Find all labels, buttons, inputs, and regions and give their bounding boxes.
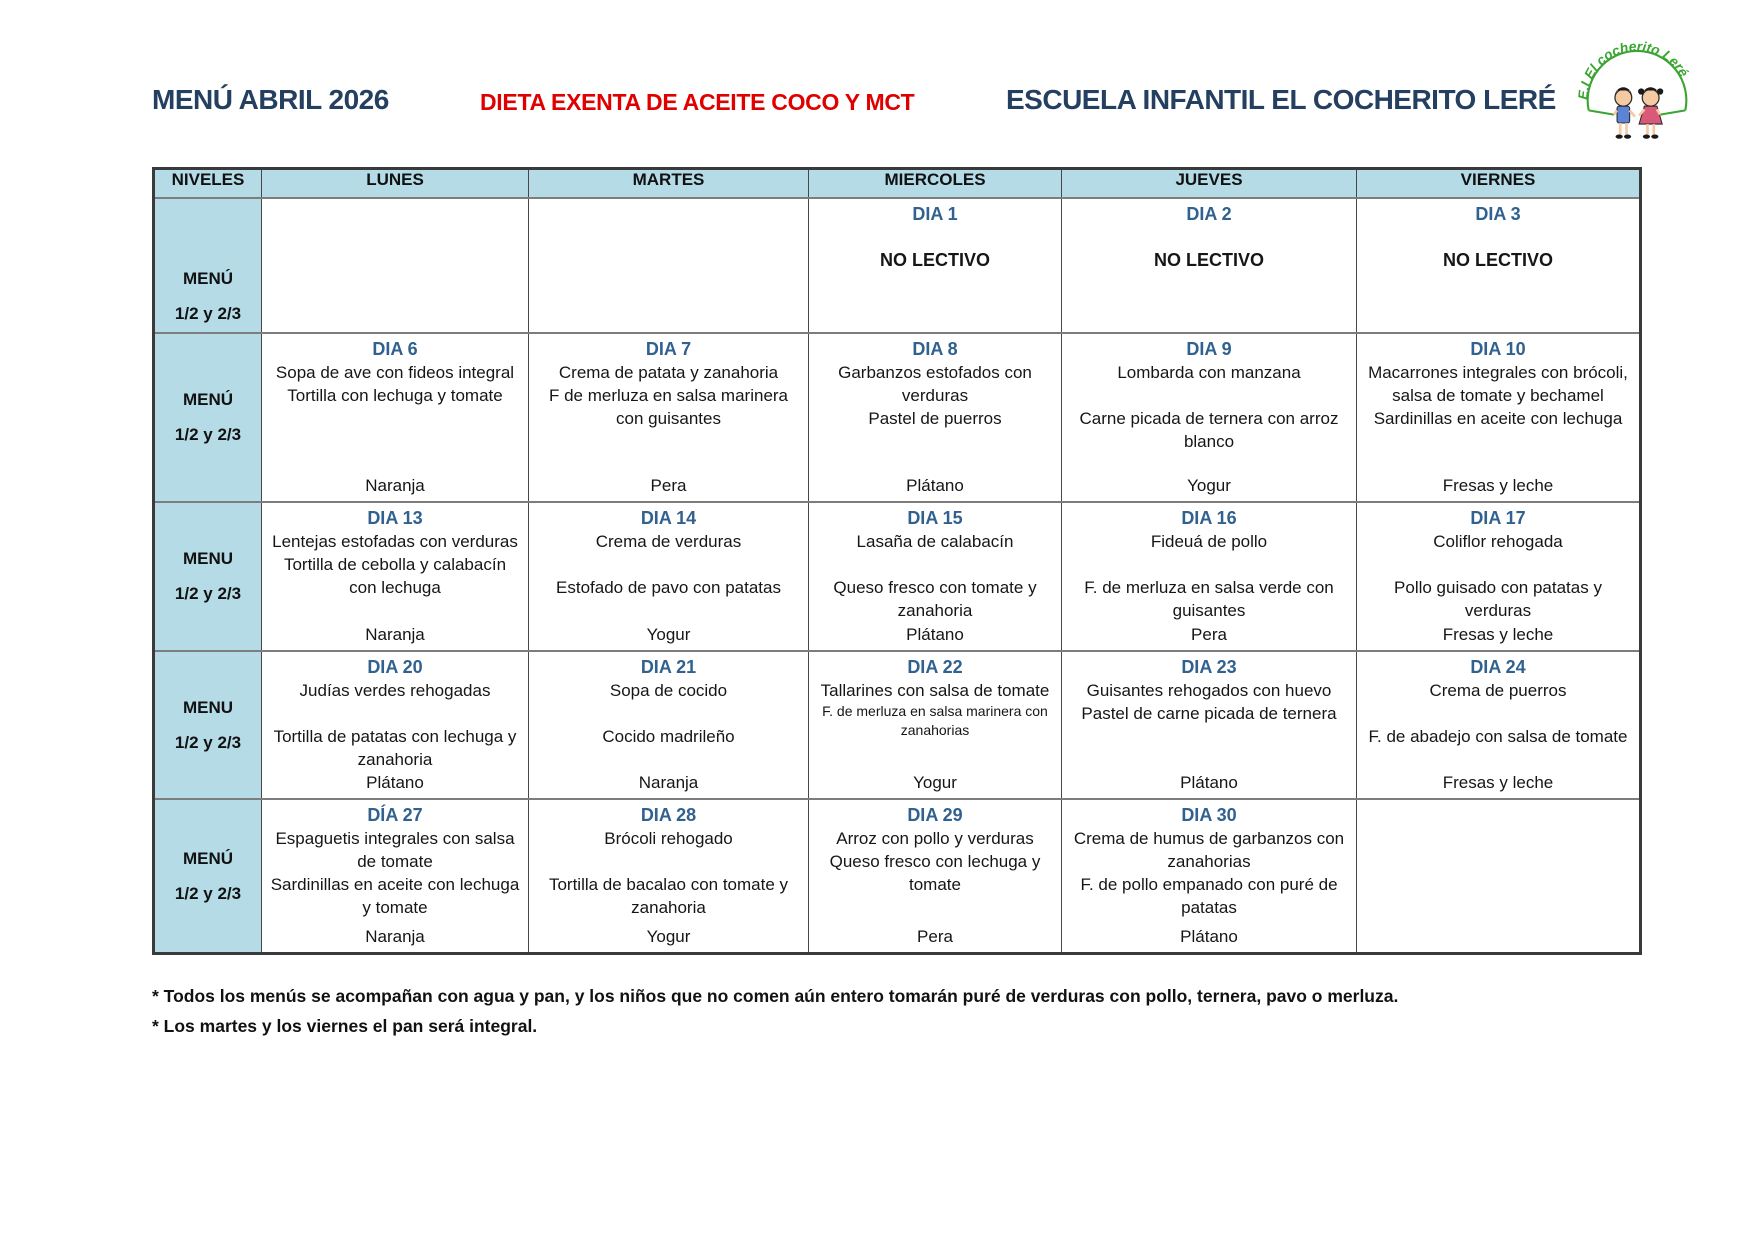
- dessert-item: Yogur: [1187, 476, 1231, 495]
- menu-item: NO LECTIVO: [1153, 250, 1264, 270]
- menu-day-cell: [809, 502, 1062, 651]
- menu-day-cell: [1357, 333, 1641, 502]
- dessert-item: Fresas y leche: [1442, 625, 1554, 644]
- menu-item: Lentejas estofadas con verduras: [272, 532, 518, 551]
- menu-item: F. de abadejo con salsa de tomate: [1368, 727, 1628, 746]
- menu-day-cell: [809, 333, 1062, 502]
- dessert-item: Naranja: [365, 625, 425, 644]
- column-header-jueves: JUEVES: [1062, 169, 1357, 199]
- menu-item: Crema de puerros: [1429, 681, 1567, 700]
- menu-day-cell: [262, 799, 529, 954]
- diet-subtitle: DIETA EXENTA DE ACEITE COCO Y MCT: [480, 89, 915, 115]
- menu-item: Coliflor rehogada: [1433, 532, 1563, 551]
- day-number: DIA 30: [1181, 805, 1237, 825]
- menu-item: [666, 553, 671, 576]
- dessert-item: Naranja: [638, 773, 699, 792]
- day-number: DIA 2: [1186, 204, 1232, 224]
- dessert-item: Pera: [917, 927, 953, 946]
- level-label: MENÚ: [182, 390, 234, 409]
- menu-day-cell: [809, 198, 1062, 333]
- menu-item: [1496, 553, 1501, 576]
- column-header-niveles: NIVELES: [154, 169, 262, 199]
- level-label: 1/2 y 2/3: [174, 732, 242, 752]
- menu-day-cell: [1062, 799, 1357, 954]
- menu-item: Pollo guisado con patatas y verduras: [1394, 578, 1602, 620]
- menu-item: [933, 226, 938, 249]
- menu-item: Crema de verduras: [595, 532, 742, 551]
- dessert-item: Plátano: [906, 625, 964, 644]
- menu-table: [152, 167, 1642, 955]
- menu-day-cell: [529, 333, 809, 502]
- footnote-line: * Los martes y los viernes el pan será integral.: [152, 1016, 538, 1036]
- level-cell: [154, 799, 262, 954]
- menu-day-cell: [529, 799, 809, 954]
- menu-item: F. de merluza en salsa verde con guisantes: [1084, 578, 1334, 620]
- column-header-row: [154, 169, 1641, 199]
- menu-day-cell: [1357, 502, 1641, 651]
- menu-item: Lombarda con manzana: [1117, 363, 1301, 382]
- menu-item: [666, 850, 671, 873]
- menu-day-cell: [262, 651, 529, 799]
- jump-rope-logo-icon: [1572, 18, 1702, 144]
- page-title: MENÚ ABRIL 2026: [152, 84, 389, 115]
- level-label: MENÚ: [182, 269, 234, 288]
- dessert-item: Yogur: [913, 773, 957, 792]
- menu-day-cell: [529, 198, 809, 333]
- dessert-item: Plátano: [906, 476, 964, 495]
- day-number: DIA 15: [907, 508, 963, 528]
- level-label: 1/2 y 2/3: [174, 883, 242, 903]
- day-number: DIA 1: [912, 204, 958, 224]
- menu-day-cell: [1357, 198, 1641, 333]
- menu-item: Arroz con pollo y verduras: [836, 829, 1034, 848]
- menu-week-row: [154, 799, 1641, 954]
- level-label: MENÚ: [182, 848, 234, 868]
- menu-item: Macarrones integrales con brócoli, salsa de tomate y bechamel: [1368, 363, 1628, 405]
- menu-item: [933, 553, 938, 576]
- menu-day-cell: [809, 651, 1062, 799]
- menu-item: Sardinillas en aceite con lechuga y tomate: [270, 875, 520, 917]
- menu-item: Estofado de pavo con patatas: [556, 578, 781, 597]
- level-label: MENU: [182, 549, 234, 568]
- menu-item: Brócoli rehogado: [604, 829, 733, 848]
- menu-item: [1207, 384, 1212, 407]
- day-number: DIA 29: [907, 805, 963, 825]
- menu-item: [1207, 553, 1212, 576]
- menu-item: F. de merluza en salsa marinera con zanahorias: [822, 703, 1048, 738]
- menu-item: Tortilla con lechuga y tomate: [287, 386, 503, 405]
- column-header-miercoles: MIERCOLES: [809, 169, 1062, 199]
- level-label: 1/2 y 2/3: [174, 425, 242, 444]
- level-cell: [154, 502, 262, 651]
- level-label: MENU: [182, 697, 234, 717]
- menu-week-row: [154, 198, 1641, 333]
- day-number: DIA 22: [907, 657, 963, 677]
- menu-item: Garbanzos estofados con verduras: [838, 363, 1032, 405]
- level-cell: [154, 333, 262, 502]
- day-number: DIA 13: [367, 508, 423, 528]
- menu-item: Queso fresco con tomate y zanahoria: [833, 578, 1037, 620]
- menu-day-cell: [1357, 651, 1641, 799]
- menu-item: Pastel de carne picada de ternera: [1081, 704, 1337, 723]
- menu-item: Tallarines con salsa de tomate: [820, 681, 1050, 700]
- day-number: DIA 23: [1181, 657, 1237, 677]
- menu-week-row: [154, 651, 1641, 799]
- menu-day-cell: [809, 799, 1062, 954]
- menu-item: Guisantes rehogados con huevo: [1086, 681, 1332, 700]
- menu-item: [1496, 702, 1501, 725]
- footnote-line: * Todos los menús se acompañan con agua y pan, y los niños que no comen aún entero tomarán puré de verduras con pollo, ternera, pavo o merluza.: [152, 986, 1399, 1006]
- menu-item: Judías verdes rehogadas: [299, 681, 491, 700]
- menu-item: Espaguetis integrales con salsa de tomate: [275, 829, 515, 871]
- day-number: DIA 3: [1475, 204, 1521, 224]
- menu-day-cell: [529, 502, 809, 651]
- menu-item: [393, 702, 398, 725]
- footnotes: [152, 981, 1398, 1041]
- menu-item: Tortilla de patatas con lechuga y zanahoria: [273, 727, 517, 769]
- menu-item: Sardinillas en aceite con lechuga: [1373, 409, 1623, 428]
- day-number: DIA 6: [372, 339, 418, 359]
- menu-item: F. de pollo empanado con puré de patatas: [1080, 875, 1338, 917]
- day-number: DIA 16: [1181, 508, 1237, 528]
- menu-day-cell: [1062, 333, 1357, 502]
- menu-day-cell: [1062, 502, 1357, 651]
- level-label: 1/2 y 2/3: [174, 584, 242, 603]
- day-number: DIA 20: [367, 657, 423, 677]
- boy-figure: [1589, 87, 1635, 138]
- dessert-item: Plátano: [1180, 927, 1238, 946]
- menu-day-cell: [1062, 198, 1357, 333]
- menu-item: F de merluza en salsa marinera con guisantes: [548, 386, 789, 428]
- menu-item: Carne picada de ternera con arroz blanco: [1079, 409, 1339, 451]
- menu-item: NO LECTIVO: [1442, 250, 1553, 270]
- day-number: DIA 14: [640, 508, 697, 528]
- dessert-item: Fresas y leche: [1442, 476, 1554, 495]
- day-number: DÍA 27: [367, 805, 423, 825]
- menu-day-cell: [1357, 799, 1641, 954]
- day-number: DIA 9: [1186, 339, 1232, 359]
- dessert-item: Fresas y leche: [1442, 773, 1554, 792]
- column-header-lunes: LUNES: [262, 169, 529, 199]
- dessert-item: Naranja: [365, 476, 425, 495]
- level-label: 1/2 y 2/3: [174, 304, 242, 323]
- dessert-item: Yogur: [646, 927, 691, 946]
- menu-item: [666, 702, 671, 725]
- day-number: DIA 7: [645, 339, 692, 359]
- menu-item: NO LECTIVO: [879, 250, 990, 270]
- dessert-item: Pera: [650, 476, 687, 495]
- dessert-item: Naranja: [365, 927, 425, 946]
- day-number: DIA 10: [1470, 339, 1526, 359]
- dessert-item: Plátano: [1180, 773, 1238, 792]
- dessert-item: Yogur: [646, 625, 691, 644]
- day-number: DIA 24: [1470, 657, 1526, 677]
- girl-figure: [1638, 87, 1685, 138]
- menu-item: Pastel de puerros: [868, 409, 1002, 428]
- column-header-martes: MARTES: [529, 169, 809, 199]
- day-number: DIA 17: [1470, 508, 1526, 528]
- menu-item: [1207, 226, 1212, 249]
- menu-day-cell: [529, 651, 809, 799]
- dessert-item: Pera: [1191, 625, 1227, 644]
- menu-week-row: [154, 502, 1641, 651]
- menu-item: Cocido madrileño: [602, 727, 735, 746]
- menu-item: [1496, 226, 1501, 249]
- menu-item: Queso fresco con lechuga y tomate: [829, 852, 1041, 894]
- dessert-item: Plátano: [366, 773, 424, 792]
- menu-item: Crema de patata y zanahoria: [558, 363, 779, 382]
- menu-week-row: [154, 333, 1641, 502]
- day-number: DIA 28: [640, 805, 697, 825]
- level-cell: [154, 651, 262, 799]
- day-number: DIA 8: [912, 339, 958, 359]
- school-name: ESCUELA INFANTIL EL COCHERITO LERÉ: [1006, 84, 1556, 115]
- menu-day-cell: [262, 502, 529, 651]
- menu-day-cell: [262, 333, 529, 502]
- menu-item: Crema de humus de garbanzos con zanahorias: [1073, 829, 1345, 871]
- menu-day-cell: [262, 198, 529, 333]
- menu-item: Lasaña de calabacín: [856, 532, 1014, 551]
- svg-text:E.I El cocherito Leré: E.I El cocherito Leré: [1575, 38, 1692, 101]
- menu-item: Sopa de ave con fideos integral: [275, 363, 515, 382]
- level-cell: [154, 198, 262, 333]
- menu-item: Sopa de cocido: [609, 681, 728, 700]
- day-number: DIA 21: [640, 657, 697, 677]
- menu-day-cell: [1062, 651, 1357, 799]
- school-logo: [1572, 18, 1702, 144]
- menu-item: Tortilla de bacalao con tomate y zanahoria: [548, 875, 789, 917]
- menu-item: Fideuá de pollo: [1150, 532, 1268, 551]
- column-header-viernes: VIERNES: [1357, 169, 1641, 199]
- menu-item: Tortilla de cebolla y calabacín con lechuga: [283, 555, 507, 597]
